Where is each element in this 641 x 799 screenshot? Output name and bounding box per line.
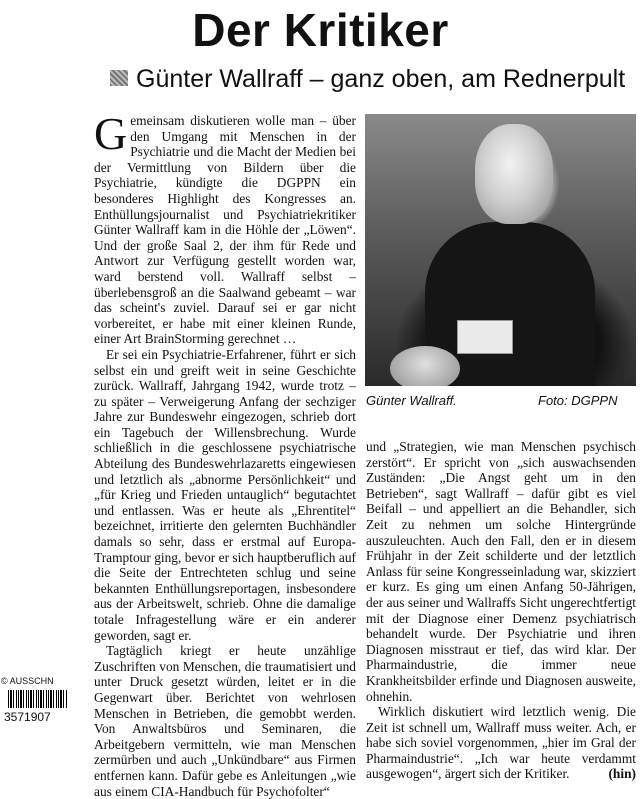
square-marker-icon	[110, 70, 128, 86]
subheadline	[110, 64, 625, 94]
drop-cap: G	[94, 108, 128, 159]
wallraff-photo	[365, 114, 636, 386]
paragraph-4: und „Strategien, wie man Menschen psychisch zerstört“. Er spricht von „sich auswachsenden Zuständen: „Die Angst geht um in den Betrieben“, sagt Wallraff – dafür gibt es viel Beifall – und appelliert an die Behandler, sich Zeit zu nehmen um solche Hintergründe auszuleuchten. Auch den Fall, den er in diesem Frühjahr in der Zeit schilderte und der letztlich Anlass für seine Kongresseinladung war, skizziert er kurz. Es ging um einen Anfang 50-Jährigen, der aus seiner und Wallraffs Sicht ungerechtfertigt mit der Diagnose einer Demenz psychiatrisch behandelt wurde. Der Psychiatrie und ihren Diagnosen misstraut er tief, das wird klar. Der Pharmaindustrie, die immer neue Krankheitsbilder erfinde und Diagnosen ausweite, ohnehin.	[366, 439, 636, 704]
subheadline-text: Günter Wallraff – ganz oben, am Rednerpult	[136, 65, 626, 93]
headline: Der Kritiker	[192, 4, 449, 56]
photo-head-shape	[475, 124, 553, 224]
clipping-number: 3571907	[4, 710, 51, 724]
paragraph-1-text: emeinsam diskutieren wolle man – über den Umgang mit Menschen in der Psychiatrie und die Macht der Medien bei der Vermittlung von Bildern über die Psychiatrie, kündigte die DGPPN ein besonderes Highlight des Kongresses an. Enthüllungsjournalist und Psychiatriekritiker Günter Wallraff kam in die Höhle der „Löwen“. Und der große Saal 2, der ihm für Rede und Antwort zur Verfügung gestellt worden war, ward berstend voll. Wallraff selbst – überlebensgroß an die Saalwand gebeamt – war das scheint's zuviel. Darauf sei er gar nicht vorbereitet, er habe mit einer kleinen Runde, einer Art BrainStorming gerechnet …	[94, 113, 356, 347]
article-column-2	[366, 439, 636, 782]
photo-caption-name: Günter Wallraff.	[366, 393, 457, 408]
photo-hand-shape	[390, 346, 460, 386]
photo-caption-credit: Foto: DGPPN	[538, 393, 618, 408]
paragraph-5-text: Wirklich diskutiert wird letztlich wenig. Die Zeit ist schnell um, Wallraff muss weiter. Ach, er habe sich soviel vorgenommen, „hier im Gral der Pharmaindustrie“. „Ich war heute verdammt ausgewogen“, ärgert sich der Kritiker.	[366, 704, 636, 782]
paragraph-1	[94, 108, 356, 347]
paragraph-5	[366, 704, 636, 782]
barcode-icon	[8, 690, 68, 708]
article-column-1	[94, 108, 356, 799]
author-signature: (hin)	[608, 766, 636, 782]
paragraph-3: Tagtäglich kriegt er heute unzählige Zuschriften von Menschen, die traumatisiert und unter Druck gesetzt würden, leitet er in die Gegenwart über. Berichtet von wehrlosen Menschen in Betrieben, die gemobbt werden. Von Anwaltsbüros und Seminaren, die Arbeitgebern vermitteln, wie man Menschen zermürben und auch „Unkündbare“ aus Firmen entfernen kann. Dafür gebe es Anleitungen „wie aus einem CIA-Handbuch für Psychofolter“	[94, 643, 356, 799]
name-badge	[457, 320, 513, 354]
clipping-service-label: © AUSSCHN	[1, 676, 54, 686]
paragraph-2: Er sei ein Psychiatrie-Erfahrener, führt er sich selbst ein und greift weit in seine Geschichte zurück. Wallraff, Jahrgang 1942, wurde trotz – zu später – Verweigerung Anfang der sechziger Jahre zur Bundeswehr eingezogen, schrieb dort ein Tagebuch der Willensbrechung. Wurde schließlich in die geschlossene psychiatrische Abteilung des Bundeswehrlazaretts eingewiesen und letztlich als „abnorme Persönlichkeit“ und „für Krieg und Frieden untauglich“ begutachtet und entlassen. Was er heute als „Ehrentitel“ bezeichnet, irritierte den gelernten Buchhändler damals so sehr, dass er erstmal auf Europa-Tramptour ging, bevor er sich hauptberuflich auf die Seite der Entrechteten schlug und seine bekannten Enthüllungsreportagen, insbesondere aus der Arbeitswelt, schrieb. Ohne die damalige totale Infragestellung wäre er ein anderer geworden, sagt er.	[94, 346, 356, 643]
